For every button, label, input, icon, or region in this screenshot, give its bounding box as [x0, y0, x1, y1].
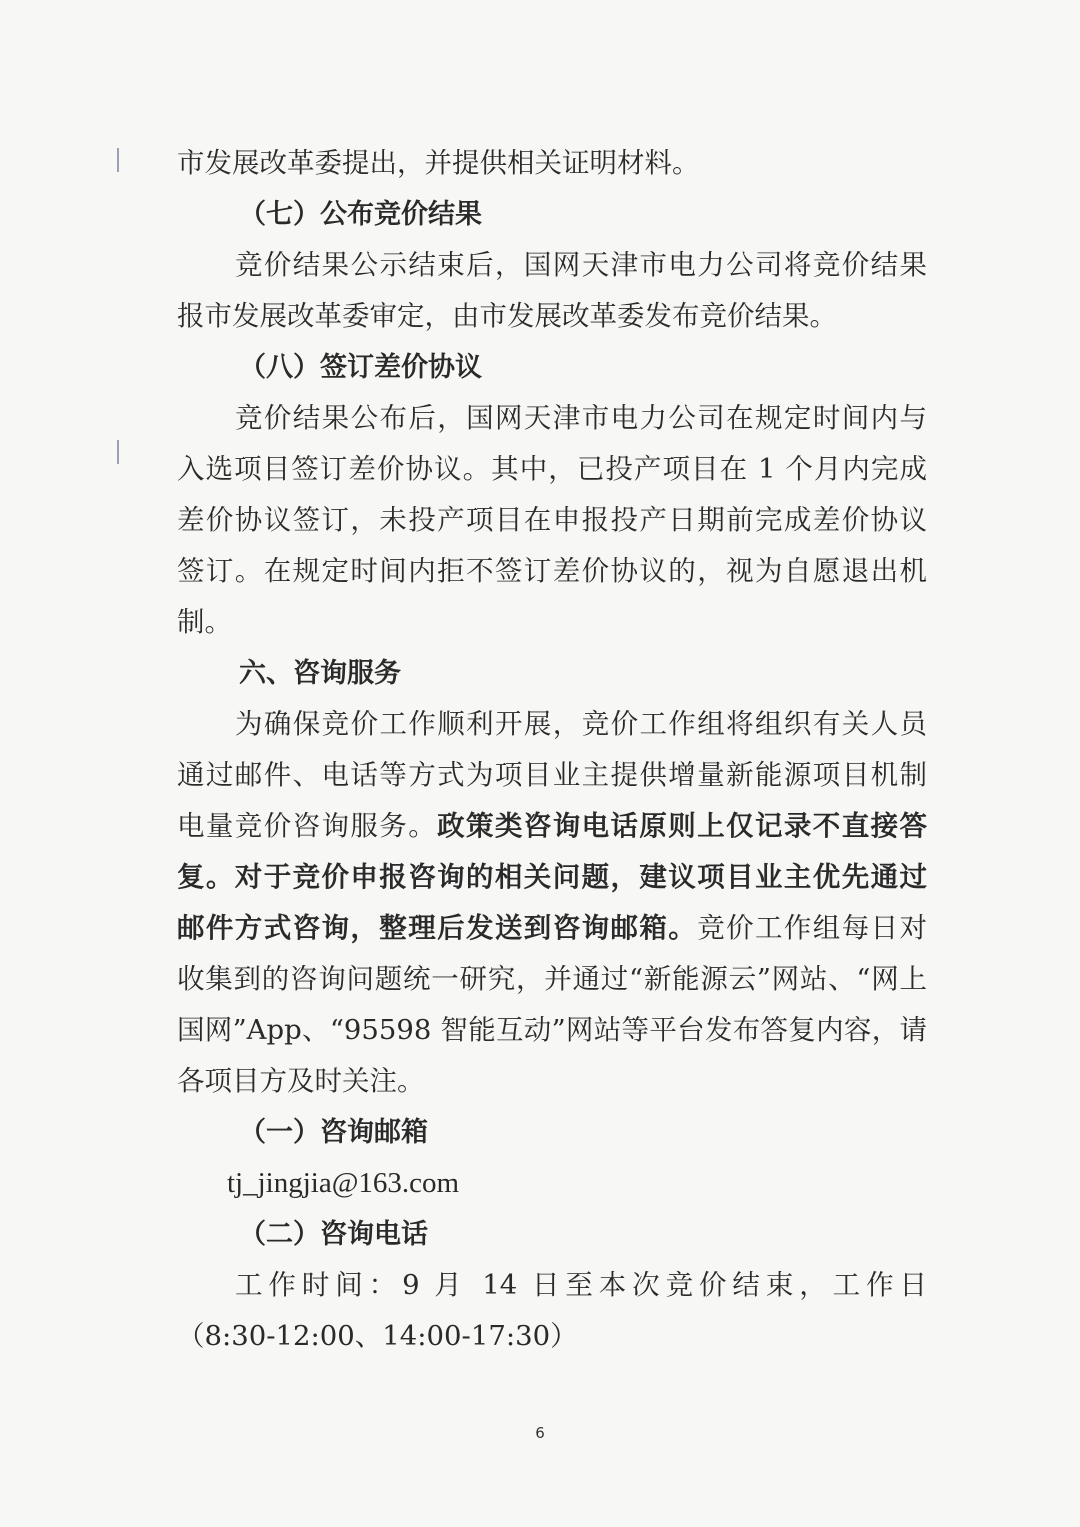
page-number: 6: [535, 1424, 545, 1442]
paragraph-line: 为确保竞价工作顺利开展，竞价工作组将组织有关人员: [235, 708, 927, 740]
paragraph-line: 通过邮件、电话等方式为项目业主提供增量新能源项目机制: [177, 759, 927, 791]
section-heading-8: （八）签订差价协议: [239, 352, 482, 383]
paragraph-line: 报市发展改革委审定，由市发展改革委发布竞价结果。: [177, 300, 837, 332]
paragraph-line: 签订。在规定时间内拒不签订差价协议的，视为自愿退出机: [177, 555, 927, 587]
bold-emphasis-text: 政策类咨询电话原则上仅记录不直接答: [437, 810, 928, 842]
paragraph-line: 收集到的咨询问题统一研究，并通过“新能源云”网站、“网上: [177, 963, 927, 995]
bold-emphasis-text: 邮件方式咨询，整理后发送到咨询邮箱。: [177, 912, 698, 944]
paragraph-line: 入选项目签订差价协议。其中，已投产项目在 1 个月内完成: [177, 453, 927, 485]
paragraph-line: 竞价结果公示结束后，国网天津市电力公司将竞价结果: [235, 249, 927, 281]
consult-email-heading: （一）咨询邮箱: [239, 1117, 428, 1148]
paragraph-text: 竞价工作组每日对: [697, 912, 928, 944]
paragraph-line: 制。: [177, 606, 232, 638]
bold-emphasis-line: 复。对于竞价申报咨询的相关问题，建议项目业主优先通过: [177, 861, 927, 893]
working-hours-line: 工作时间：9 月 14 日至本次竞价结束，工作日: [235, 1269, 927, 1301]
paragraph-line: 市发展改革委提出，并提供相关证明材料。: [177, 147, 700, 179]
paragraph-line: 各项目方及时关注。: [177, 1065, 425, 1097]
document-body: [177, 138, 927, 1362]
working-hours-line: （8:30-12:00、14:00-17:30）: [177, 1320, 578, 1352]
paragraph-line: 竞价结果公布后，国网天津市电力公司在规定时间内与: [235, 402, 927, 434]
paragraph-line: 国网”App、“95598 智能互动”网站等平台发布答复内容，请: [177, 1014, 927, 1046]
margin-mark: [117, 440, 119, 464]
paragraph-line: [177, 801, 927, 852]
paragraph-line: 差价协议签订，未投产项目在申报投产日期前完成差价协议: [177, 504, 927, 536]
consult-phone-heading: （二）咨询电话: [239, 1219, 428, 1250]
paragraph-text: 电量竞价咨询服务。: [177, 810, 438, 842]
paragraph-line: [177, 903, 927, 954]
margin-mark: [117, 148, 119, 172]
consult-email-address: tj_jingjia@163.com: [227, 1167, 460, 1199]
section-heading-6: 六、咨询服务: [239, 658, 401, 689]
section-heading-7: （七）公布竞价结果: [239, 199, 482, 230]
